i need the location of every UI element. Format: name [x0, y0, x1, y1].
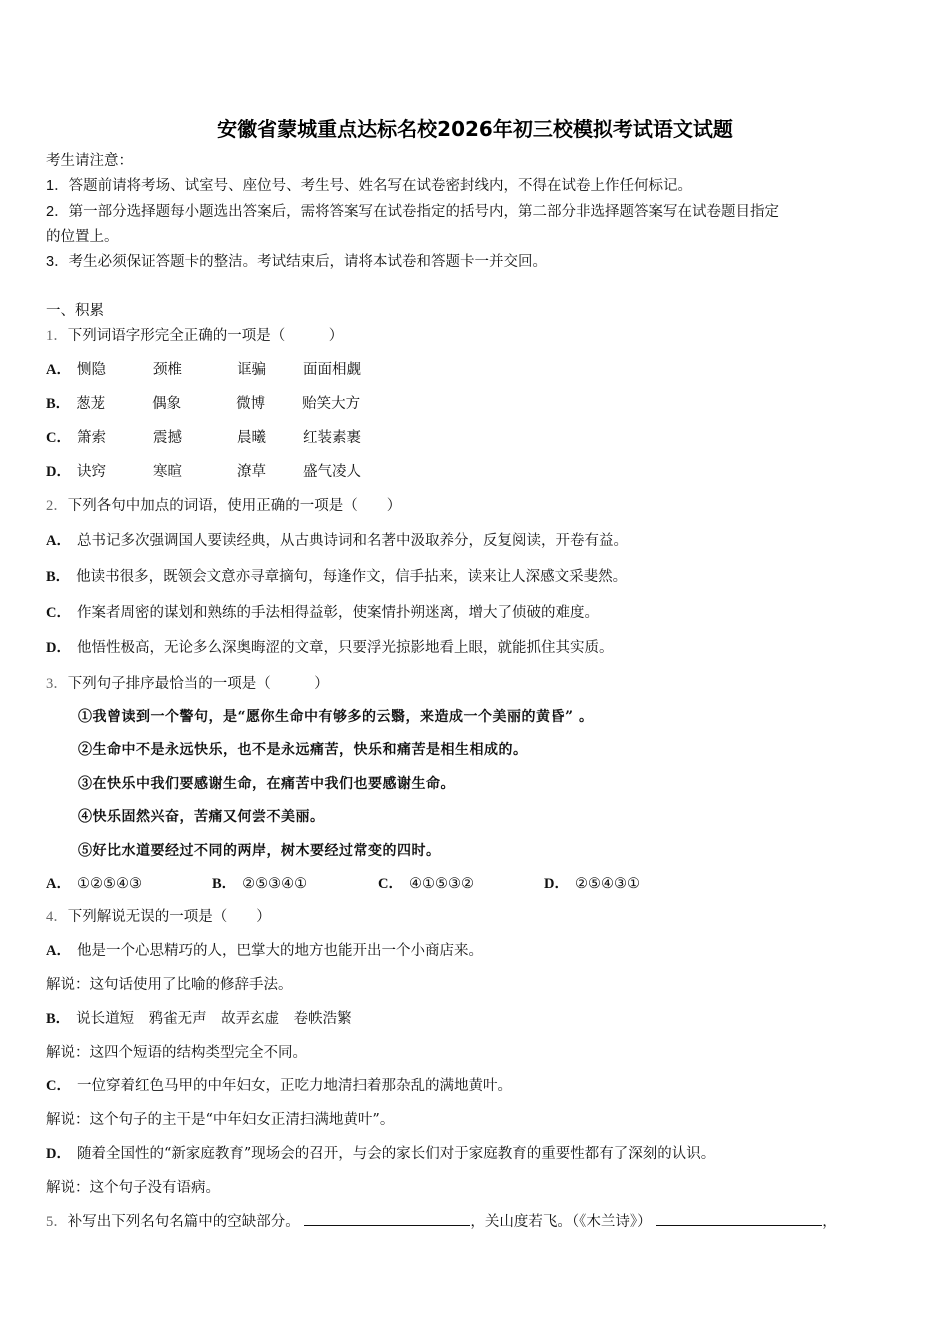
q1-option-b	[46, 394, 360, 414]
word: 贻笑大方	[302, 396, 361, 412]
q4-note-a: 解说：这句话使用了比喻的修辞手法。	[46, 977, 293, 993]
question-number: 2．	[46, 498, 68, 514]
word: 晨曦	[236, 430, 266, 446]
question-3	[46, 674, 329, 694]
q1-option-c	[46, 428, 361, 448]
option-text: 随着全国性的“新家庭教育”现场会的召开，与会的家长们对于家庭教育的重要性都有了深刻的认识。	[76, 1146, 716, 1162]
q4-item-b	[46, 1009, 352, 1029]
q3-sentence-2: ②生命中不是永远快乐，也不是永远痛苦，快乐和痛苦是相生相成的。	[78, 742, 528, 758]
word: 偶象	[152, 396, 182, 412]
question-stem: 下列词语字形完全正确的一项是（ ）	[67, 328, 344, 344]
q3-sentence-5: ⑤好比水道要经过不同的两岸，树木要经过常变的四时。	[78, 843, 441, 859]
option-label: C．	[46, 430, 71, 446]
q2-option-b	[46, 567, 627, 587]
option-text: ①②⑤④③	[76, 876, 142, 892]
notice-item-3: 3．考生必须保证答题卡的整洁。考试结束后，请将本试卷和答题卡一并交回。	[46, 254, 548, 270]
section-heading: 一、积累	[46, 303, 104, 319]
option-label: B．	[46, 1011, 71, 1027]
question-stem: 下列解说无误的一项是（ ）	[67, 909, 271, 925]
question-number: 3．	[46, 676, 68, 692]
word: 面面相觑	[302, 362, 361, 378]
word: 微博	[236, 396, 266, 412]
q3-sentence-1: ①我曾读到一个警句，是“愿你生命中有够多的云翳，来造成一个美丽的黄昏” 。	[78, 709, 594, 725]
q2-option-c	[46, 603, 599, 623]
option-text: 一位穿着红色马甲的中年妇女，正吃力地清扫着那杂乱的满地黄叶。	[76, 1078, 512, 1094]
option-label: B．	[46, 569, 71, 585]
word: 恻隐	[76, 362, 106, 378]
question-5	[46, 1211, 837, 1232]
question-1	[46, 326, 343, 346]
question-4	[46, 907, 271, 927]
q2-option-a	[46, 531, 628, 551]
q4-note-d: 解说：这个句子没有语病。	[46, 1180, 220, 1196]
q5-text-1: ，关山度若飞。（《木兰诗》）	[470, 1214, 652, 1230]
option-label: C．	[46, 605, 71, 621]
word: 葱茏	[76, 396, 106, 412]
notice-item-1: 1．答题前请将考场、试室号、座位号、考生号、姓名写在试卷密封线内，不得在试卷上作任何标记。	[46, 178, 693, 194]
question-number: 5．	[46, 1214, 68, 1230]
question-number: 4．	[46, 909, 68, 925]
q3-option-c	[378, 874, 544, 894]
word: 诓骗	[236, 362, 266, 378]
word: 潦草	[236, 464, 266, 480]
question-number: 1．	[46, 328, 68, 344]
q3-option-d	[544, 874, 710, 894]
option-label: B．	[46, 396, 71, 412]
notice-heading: 考生请注意：	[46, 153, 133, 169]
question-stem: 下列各句中加点的词语，使用正确的一项是（ ）	[67, 498, 402, 514]
word: 颈椎	[152, 362, 182, 378]
word: 盛气凌人	[302, 464, 361, 480]
word: 诀窍	[76, 464, 106, 480]
option-text: ②⑤④③①	[574, 876, 640, 892]
option-label: A．	[46, 943, 71, 959]
option-text: 作案者周密的谋划和熟练的手法相得益彰，使案情扑朔迷离，增大了侦破的难度。	[76, 605, 599, 621]
notice-item-2-cont: 的位置上。	[46, 229, 119, 245]
option-label: D．	[46, 464, 71, 480]
q3-sentence-3: ③在快乐中我们要感谢生命，在痛苦中我们也要感谢生命。	[78, 776, 455, 792]
word: 震撼	[152, 430, 182, 446]
option-text: 说长道短 鸦雀无声 故弄玄虚 卷帙浩繁	[76, 1011, 352, 1027]
option-label: D．	[544, 876, 569, 892]
option-label: D．	[46, 640, 71, 656]
answer-blank-2[interactable]	[656, 1211, 822, 1226]
q4-note-c: 解说：这个句子的主干是“中年妇女正清扫满地黄叶”。	[46, 1112, 395, 1128]
q1-option-a	[46, 360, 361, 380]
question-2	[46, 496, 401, 516]
q3-options	[46, 874, 710, 894]
option-label: A．	[46, 533, 71, 549]
option-text: 他悟性极高，无论多么深奥晦涩的文章，只要浮光掠影地看上眼，就能抓住其实质。	[76, 640, 614, 656]
option-text: 总书记多次强调国人要读经典，从古典诗词和名著中汲取养分，反复阅读，开卷有益。	[76, 533, 628, 549]
q3-option-a	[46, 874, 212, 894]
q2-option-d	[46, 638, 613, 658]
answer-blank-1[interactable]	[304, 1211, 470, 1226]
option-text: 他读书很多，既领会文意亦寻章摘句，每逢作文，信手拈来，读来让人深感文采斐然。	[76, 569, 628, 585]
notice-item-2: 2．第一部分选择题每小题选出答案后，需将答案写在试卷指定的括号内，第二部分非选择题答案写在试卷题目指定	[46, 204, 780, 220]
word: 红装素裹	[302, 430, 361, 446]
option-label: A．	[46, 876, 71, 892]
q3-option-b	[212, 874, 378, 894]
q1-option-d	[46, 462, 361, 482]
option-label: C．	[46, 1078, 71, 1094]
question-stem: 下列句子排序最恰当的一项是（ ）	[67, 676, 329, 692]
option-label: D．	[46, 1146, 71, 1162]
word: 寒暄	[152, 464, 182, 480]
option-label: B．	[212, 876, 237, 892]
option-text: ②⑤③④①	[242, 876, 308, 892]
word: 箫索	[76, 430, 106, 446]
option-text: ④①⑤③②	[408, 876, 474, 892]
option-label: A．	[46, 362, 71, 378]
q4-item-d	[46, 1144, 715, 1164]
q4-item-c	[46, 1076, 512, 1096]
option-label: C．	[378, 876, 403, 892]
option-text: 他是一个心思精巧的人，巴掌大的地方也能开出一个小商店来。	[76, 943, 483, 959]
q4-item-a	[46, 941, 483, 961]
q5-text-2: ，	[822, 1214, 837, 1230]
q3-sentence-4: ④快乐固然兴奋，苦痛又何尝不美丽。	[78, 809, 325, 825]
question-stem: 补写出下列名句名篇中的空缺部分。	[67, 1214, 300, 1230]
page-title: 安徽省蒙城重点达标名校2026年初三校模拟考试语文试题	[217, 117, 733, 141]
q4-note-b: 解说：这四个短语的结构类型完全不同。	[46, 1045, 307, 1061]
